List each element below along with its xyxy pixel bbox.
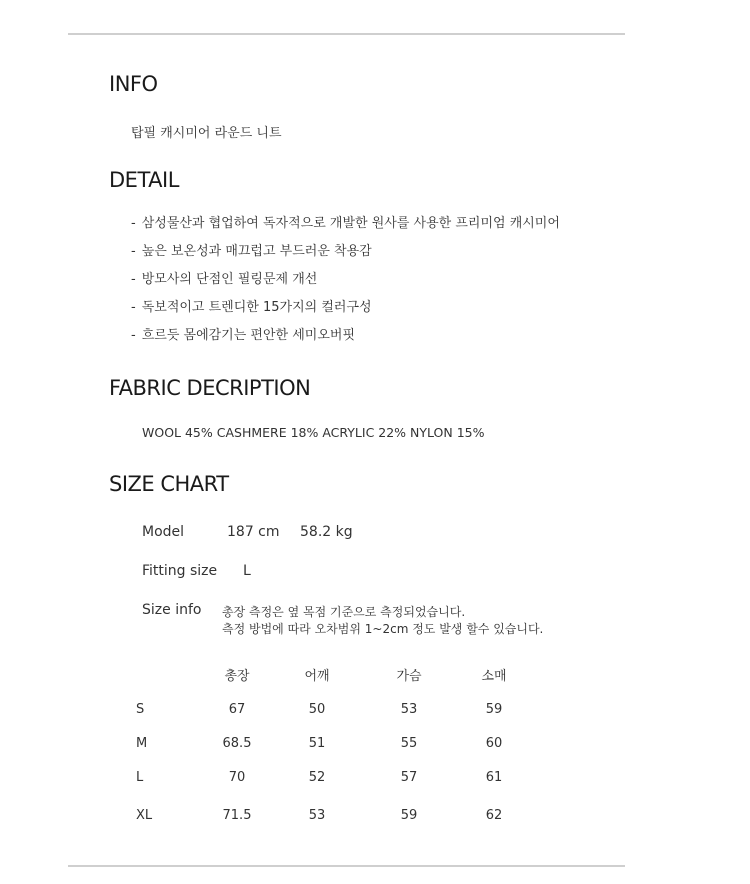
table-cell: 59 xyxy=(485,702,503,717)
top-divider xyxy=(68,33,625,35)
table-cell: 60 xyxy=(485,736,503,751)
column-header: 가슴 xyxy=(396,669,422,684)
fabric-composition: WOOL 45% CASHMERE 18% ACRYLIC 22% NYLON 15% xyxy=(142,425,485,440)
detail-item-text: 삼성물산과 협업하여 독자적으로 개발한 원사를 사용한 프리미엄 캐시미어 xyxy=(141,216,560,231)
bullet-dash: - xyxy=(131,328,136,343)
table-cell: 71.5 xyxy=(222,808,252,823)
column-header: 어깨 xyxy=(304,669,330,684)
table-cell: 62 xyxy=(485,808,503,823)
table-cell: 70 xyxy=(228,770,246,785)
detail-item xyxy=(131,322,560,350)
bullet-dash: - xyxy=(131,244,136,259)
detail-item xyxy=(131,210,560,238)
size-info-line-2: 측정 방법에 따라 오차범위 1~2cm 정도 발생 할수 있습니다. xyxy=(222,622,544,636)
table-cell: 52 xyxy=(308,770,326,785)
table-cell: 55 xyxy=(400,736,418,751)
fitting-size-label: Fitting size xyxy=(142,563,218,579)
table-cell: 53 xyxy=(308,808,326,823)
table-cell: 61 xyxy=(485,770,503,785)
detail-item-text: 흐르듯 몸에감기는 편안한 세미오버핏 xyxy=(141,328,356,343)
detail-list xyxy=(131,210,560,350)
table-cell: 53 xyxy=(400,702,418,717)
detail-item xyxy=(131,238,560,266)
detail-item xyxy=(131,266,560,294)
detail-item-text: 독보적이고 트렌디한 15가지의 컬러구성 xyxy=(141,300,372,315)
size-label: L xyxy=(136,770,144,785)
info-heading: INFO xyxy=(109,72,158,96)
detail-heading: DETAIL xyxy=(109,168,179,192)
fitting-size-value: L xyxy=(243,563,251,579)
size-chart-heading: SIZE CHART xyxy=(109,472,229,496)
bottom-divider xyxy=(68,865,625,867)
size-info-label: Size info xyxy=(142,602,202,618)
table-cell: 51 xyxy=(308,736,326,751)
fabric-heading: FABRIC DECRIPTION xyxy=(109,376,311,400)
model-label: Model xyxy=(142,524,185,540)
size-label: S xyxy=(136,702,145,717)
model-weight: 58.2 kg xyxy=(300,524,353,540)
detail-item-text: 높은 보온성과 매끄럽고 부드러운 착용감 xyxy=(141,244,372,259)
size-info-line-1: 총장 측정은 옆 목점 기준으로 측정되었습니다. xyxy=(222,605,466,619)
size-label: XL xyxy=(136,808,153,823)
table-cell: 50 xyxy=(308,702,326,717)
size-label: M xyxy=(136,736,148,751)
product-name: 탑필 캐시미어 라운드 니트 xyxy=(131,126,282,141)
column-header: 총장 xyxy=(224,669,250,684)
model-height: 187 cm xyxy=(227,524,280,540)
bullet-dash: - xyxy=(131,300,136,315)
table-cell: 67 xyxy=(228,702,246,717)
table-cell: 68.5 xyxy=(222,736,252,751)
table-cell: 59 xyxy=(400,808,418,823)
detail-item-text: 방모사의 단점인 필링문제 개선 xyxy=(141,272,318,287)
bullet-dash: - xyxy=(131,272,136,287)
column-header: 소매 xyxy=(481,669,507,684)
detail-item xyxy=(131,294,560,322)
bullet-dash: - xyxy=(131,216,136,231)
table-cell: 57 xyxy=(400,770,418,785)
